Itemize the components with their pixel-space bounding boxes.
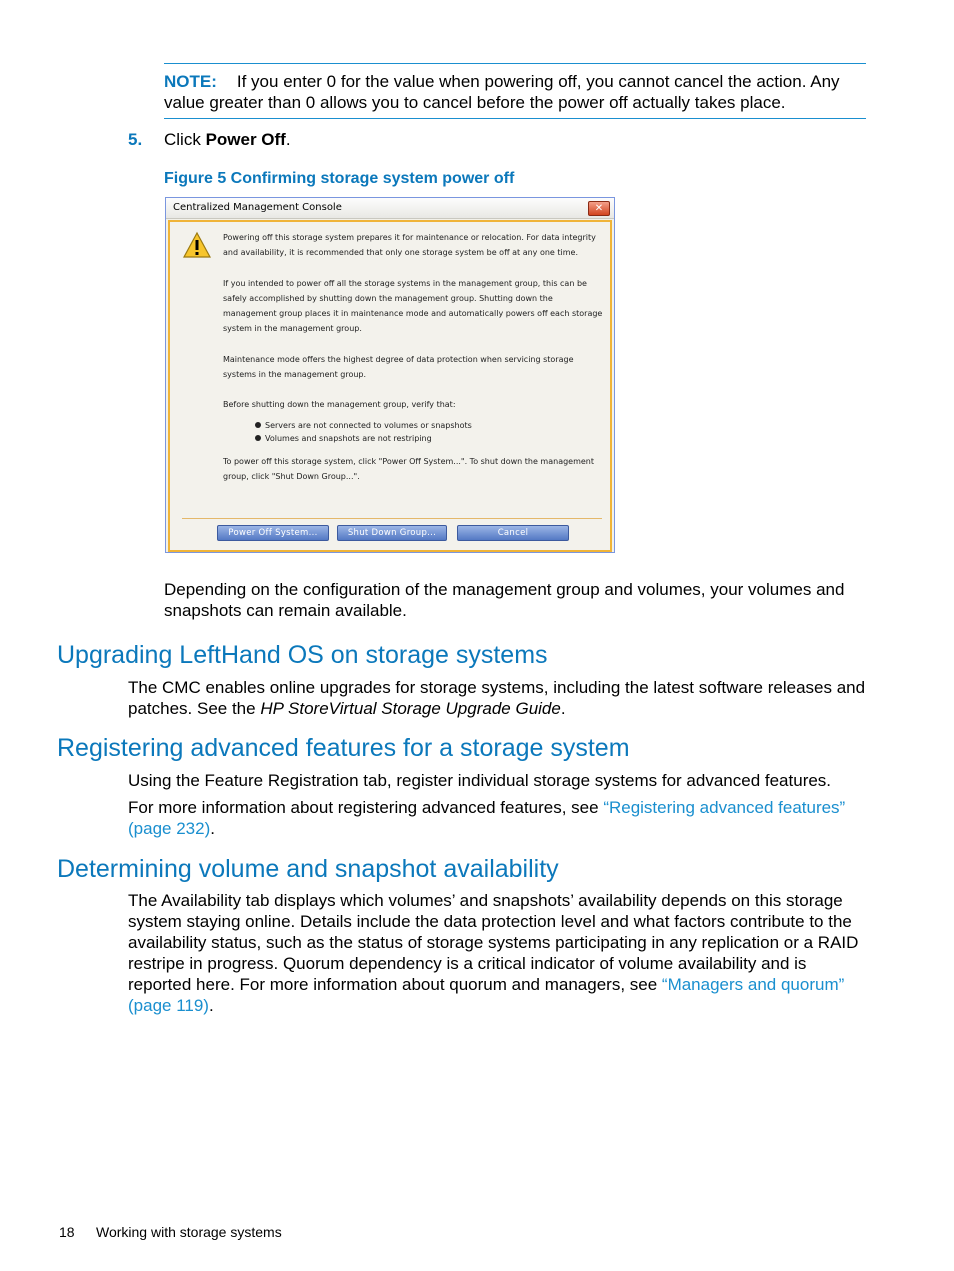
- confirm-dialog: [165, 197, 615, 553]
- list-item: Volumes and snapshots are not restriping: [265, 432, 607, 445]
- upgrading-text-end: .: [560, 699, 566, 718]
- determining-paragraph: [128, 890, 870, 1016]
- registering-text-end: .: [210, 819, 215, 838]
- warning-icon: [183, 231, 211, 259]
- page-number: 18: [59, 1224, 75, 1240]
- step-prefix: Click: [164, 130, 206, 149]
- registering-paragraph-2: [128, 797, 868, 839]
- dialog-message: [223, 230, 607, 499]
- dialog-title: Centralized Management Console: [173, 202, 342, 213]
- figure-caption: Figure 5 Confirming storage system power off: [164, 170, 515, 187]
- upgrading-paragraph: [128, 677, 868, 719]
- dialog-content-frame: [168, 220, 612, 552]
- section-heading-determining: Determining volume and snapshot availability: [57, 855, 559, 883]
- section-heading-upgrading: Upgrading LeftHand OS on storage systems: [57, 641, 548, 669]
- dialog-checklist: [223, 419, 607, 445]
- note-box: [164, 63, 866, 119]
- step-5: [128, 129, 291, 150]
- shut-down-group-button[interactable]: Shut Down Group...: [337, 525, 447, 541]
- dialog-divider: [182, 518, 602, 519]
- upgrading-text: The CMC enables online upgrades for storage systems, including the latest software releases and patches. See the: [128, 678, 866, 718]
- after-figure-paragraph: Depending on the configuration of the management group and volumes, your volumes and snapshots can remain available.: [164, 580, 845, 620]
- registering-text: For more information about registering advanced features, see: [128, 798, 604, 817]
- determining-text: The Availability tab displays which volumes’ and snapshots’ availability depends on this storage system staying online. Details include the data protection level and what factors contribute to the availability status, such as the status of storage systems participating in any replication or a RAID restripe in progress. Quorum dependency is a critical indicator of volume availability and is reported here. For more information about quorum and managers, see: [128, 891, 859, 994]
- step-command: Power Off: [205, 130, 286, 149]
- footer-title: Working with storage systems: [96, 1224, 282, 1240]
- upgrade-guide-title: HP StoreVirtual Storage Upgrade Guide: [260, 699, 561, 718]
- note-text-block: [164, 71, 866, 113]
- power-off-system-button[interactable]: Power Off System...: [217, 525, 329, 541]
- note-label: NOTE:: [164, 72, 217, 91]
- managers-quorum-link[interactable]: “Managers and quorum” (page 119): [128, 975, 845, 1015]
- close-icon[interactable]: ✕: [588, 201, 610, 216]
- dialog-paragraph: Powering off this storage system prepares it for maintenance or relocation. For data integrity and availability, it is recommended that only one storage system be off at any one time.: [223, 233, 596, 258]
- dialog-paragraph: Maintenance mode offers the highest degree of data protection when servicing storage systems in the management group.: [223, 354, 574, 379]
- note-text: If you enter 0 for the value when powering off, you cannot cancel the action. Any value greater than 0 allows you to cancel before the power off actually takes place.: [164, 72, 840, 112]
- dialog-paragraph: Before shutting down the management group, verify that:: [223, 400, 456, 410]
- step-suffix: .: [285, 130, 291, 149]
- page-footer: [59, 1223, 282, 1241]
- cancel-button[interactable]: Cancel: [457, 525, 569, 541]
- determining-text-end: .: [208, 996, 214, 1015]
- section-heading-registering: Registering advanced features for a storage system: [57, 734, 630, 762]
- dialog-paragraph: To power off this storage system, click "Power Off System...". To shut down the management group, click "Shut Down Group...".: [223, 456, 595, 481]
- dialog-titlebar: [166, 198, 614, 219]
- dialog-paragraph: If you intended to power off all the storage systems in the management group, this can be safely accomplished by shutting down the management group. Shutting down the management group places it in maintenance mode and automatically powers off each storage system in the management group.: [223, 278, 603, 334]
- registering-paragraph-1: Using the Feature Registration tab, register individual storage systems for advanced features.: [128, 771, 832, 790]
- registering-features-link[interactable]: “Registering advanced features” (page 232): [128, 798, 846, 838]
- step-number: 5.: [128, 130, 143, 149]
- list-item: Servers are not connected to volumes or snapshots: [265, 419, 607, 432]
